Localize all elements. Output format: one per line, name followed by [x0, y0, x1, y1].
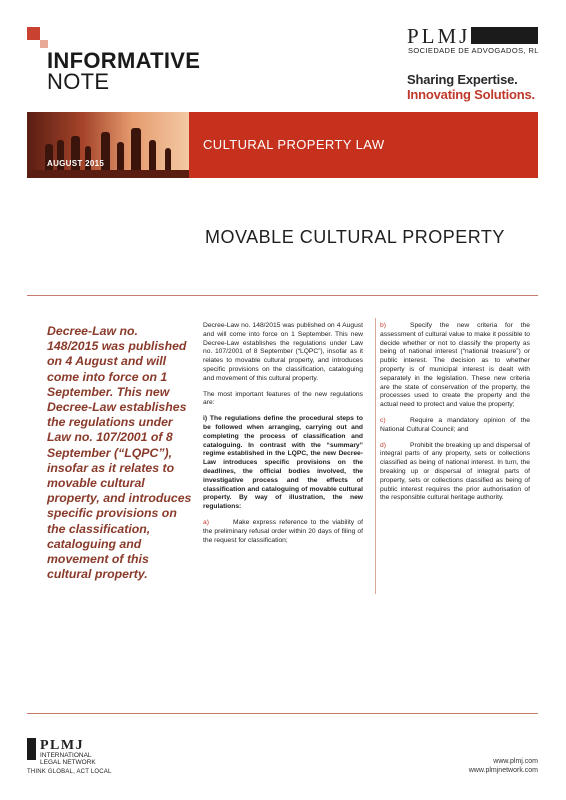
footer-link-plmjnetwork[interactable]: www.plmjnetwork.com: [468, 767, 538, 774]
section-title: CULTURAL PROPERTY LAW: [203, 137, 385, 152]
list-text-c: Require a mandatory opinion of the National Cultural Council; and: [380, 416, 530, 433]
note-title-line2: NOTE: [47, 69, 110, 94]
logo-subtitle: SOCIEDADE DE ADVOGADOS, RL: [408, 46, 539, 55]
list-marker-a: a): [203, 518, 209, 526]
list-marker-d: d): [380, 441, 386, 449]
list-text-d: Prohibit the breaking up and dispersal of integral parts of any property, sets or collections classified as being of national interest. In turn, the breaking up or dispersal of integral parts of property, sets or collections classified as being of public interest requires the prior authorisation of the responsible cultural heritage authority.: [380, 441, 530, 502]
list-marker-b: b): [380, 322, 386, 329]
page-title: MOVABLE CULTURAL PROPERTY: [205, 227, 505, 247]
list-item-c: [380, 417, 530, 435]
banner-photo: [27, 112, 189, 178]
paragraph-features: The most important features of the new regulations are:: [203, 390, 363, 407]
footer-link-plmj[interactable]: www.plmj.com: [493, 758, 538, 765]
footer-logo-bar: [27, 738, 36, 760]
list-text-a: Make express reference to the viability of the preliminary refusal order within 20 days of filing of the request for classification;: [203, 518, 363, 544]
footer-divider: [27, 713, 538, 714]
body-column-2: [380, 322, 530, 510]
list-item-d: [380, 442, 530, 504]
footer-slogan: THINK GLOBAL, ACT LOCAL: [27, 769, 112, 775]
logo-bar: [471, 27, 538, 44]
list-text-b: Specify the new criteria for the assessment of cultural value to make it possible to decide whether or not to classify the property as being of national interest (“national treasure”) or public interest. The decision as to whether property is of municipal interest is dealt with separately in the legislation. These new criteria are the state of conservation of the property, the processes used to create the property and the actual need to protect and value the property;: [380, 322, 530, 409]
list-marker-c: c): [380, 416, 386, 424]
footer-websites: [450, 757, 538, 775]
plmj-logo: PLMJ: [407, 24, 471, 48]
list-item-b: [380, 322, 530, 410]
lead-summary: Decree-Law no. 148/2015 was published on 4 August and will come into force on 1 September. This new Decree-Law establishes the regulations under Law no. 107/2001 of 8 September (“LQPC”), insofar as it relates to movable cultural property, and introduces specific provisions on the classification, cataloguing and movement of this cultural property.: [47, 324, 192, 582]
corner-square-pink: [40, 40, 48, 48]
informative-note-heading: [47, 50, 200, 92]
corner-square-red: [27, 27, 40, 40]
footer-network-line2: LEGAL NETWORK: [40, 759, 96, 766]
paragraph-procedural-steps: i) The regulations define the procedural steps to be followed when arranging, carrying out and completing the process of classification and cataloguing. In contrast with the “summary” regime established in the LQPC, the new Decree-Law introduces specific provisions on the deadlines, the official bodies involved, the investigative process and the effects of classification and cataloguing of movable cultural property. By way of illustration, the new regulations:: [203, 415, 363, 511]
note-title-line1: INFORMATIVE: [47, 48, 201, 73]
tagline-line2: Innovating Solutions.: [407, 87, 535, 102]
footer-plmj-logo: PLMJ: [40, 738, 85, 753]
issue-date: AUGUST 2015: [47, 159, 105, 168]
footer-network: [40, 752, 96, 766]
footer-network-line1: INTERNATIONAL: [40, 752, 92, 759]
paragraph-intro: Decree-Law no. 148/2015 was published on 4 August and will come into force on 1 September. This new Decree-Law establishes the regulations under Law no. 107/2001 of 8 September (“LQPC”), insofar as it relates to movable cultural property, and introduces specific provisions on the classification, cataloguing and movement of this cultural property.: [203, 322, 363, 382]
column-separator: [375, 318, 376, 594]
list-item-a: [203, 519, 363, 545]
body-column-1: [203, 322, 363, 552]
tagline-line1: Sharing Expertise.: [407, 72, 518, 87]
title-divider: [27, 295, 538, 296]
